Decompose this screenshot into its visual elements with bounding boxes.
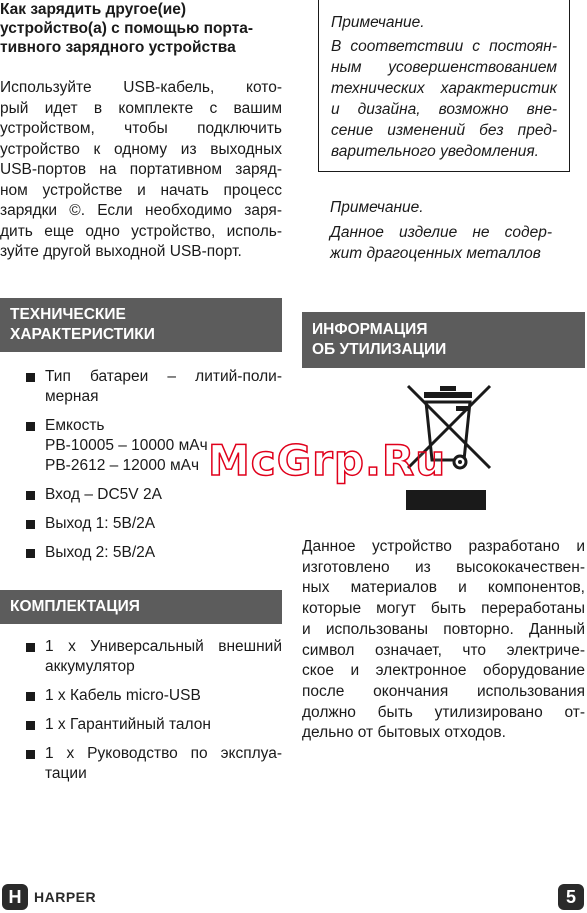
list-item-line: 1 х Универсальный внешний (45, 638, 282, 655)
list-item-line: мерная (45, 388, 99, 405)
note-line: В соответствии с постоян- (331, 38, 557, 55)
list-item-line: Вход – DC5V 2A (45, 486, 162, 503)
list-item (26, 543, 282, 563)
note-label: Примечание. (331, 14, 425, 31)
package-heading (0, 590, 282, 624)
charging-body (0, 78, 282, 263)
page-number: 5 (558, 884, 584, 910)
bullet-square-icon (26, 520, 35, 529)
list-item (26, 686, 282, 706)
list-item-line: PB-2612 – 12000 мАч (45, 457, 200, 474)
note-2 (330, 197, 552, 264)
list-item (26, 514, 282, 534)
bullet-square-icon (26, 491, 35, 500)
body-line: USB-портов на портативном заряд- (0, 161, 282, 178)
specs-heading-line: ХАРАКТЕРИСТИКИ (10, 326, 155, 343)
body-line: ных материалов и компонентов, (302, 579, 585, 597)
body-line: дельно от бытовых отходов. (302, 724, 506, 742)
body-line: Используйте USB-кабель, кото- (0, 79, 282, 96)
charging-title-line: устройство(а) с помощью порта- (0, 20, 254, 37)
list-item-line: аккумулятор (45, 658, 135, 675)
list-item-line: тации (45, 765, 87, 782)
note-label: Примечание. (330, 199, 424, 216)
list-item-line: 1 х Кабель micro-USB (45, 687, 201, 704)
body-line: которые могут быть переработаны (302, 600, 585, 618)
body-line: зарядки ©. Если необходимо заря- (0, 202, 282, 219)
list-item-line: Выход 2: 5В/2A (45, 544, 156, 561)
body-line: ном устройстве и начать процесс (0, 181, 282, 199)
body-line: ское и электронное оборудование (302, 662, 585, 680)
body-line: устройство к одному из выходных (0, 140, 282, 158)
logo-badge: H (2, 884, 28, 910)
note-line: Данное изделие не содер- (330, 224, 552, 241)
charging-title (0, 0, 283, 57)
list-item-line: Тип батареи – литий-поли- (45, 368, 282, 385)
note-line: ным усовершенствованием (331, 59, 557, 76)
disposal-heading (302, 312, 585, 368)
list-item (26, 715, 282, 735)
specs-heading-line: ТЕХНИЧЕСКИЕ (10, 306, 126, 323)
package-heading-text: КОМПЛЕКТАЦИЯ (10, 598, 140, 615)
charging-title-line: тивного зарядного устройства (0, 39, 236, 56)
list-item-line: 1 х Гарантийный талон (45, 716, 211, 733)
bullet-square-icon (26, 692, 35, 701)
body-line: Данное устройство разработано и (302, 538, 585, 555)
disposal-heading-line: ИНФОРМАЦИЯ (312, 321, 428, 338)
disposal-heading-line: ОБ УТИЛИЗАЦИИ (312, 341, 447, 358)
body-line: символ означает, что электриче- (302, 641, 585, 659)
specs-heading (0, 298, 282, 352)
list-item-line: PB-10005 – 10000 мАч (45, 437, 208, 454)
watermark: McGrp.Ru (208, 436, 447, 485)
body-line: должно быть утилизировано от- (302, 703, 585, 721)
bullet-square-icon (26, 750, 35, 759)
list-item-line: Емкость (45, 417, 105, 434)
bullet-square-icon (26, 373, 35, 382)
note-line: варительного уведомления. (331, 143, 539, 160)
list-item-line: Выход 1: 5В/2A (45, 515, 156, 532)
brand-name: HARPER (34, 889, 97, 905)
bullet-square-icon (26, 721, 35, 730)
note-line: сение изменений без пред- (331, 122, 557, 139)
note-line: жит драгоценных металлов (330, 245, 541, 262)
bullet-square-icon (26, 643, 35, 652)
list-item (26, 744, 282, 784)
note-box (318, 0, 570, 172)
body-line: и использованы повторно. Данный (302, 620, 585, 638)
package-list (26, 637, 282, 793)
body-line: после окончания использования (302, 682, 585, 700)
charging-title-line: Как зарядить другое(ие) (0, 1, 187, 18)
disposal-body (302, 537, 585, 744)
bullet-square-icon (26, 549, 35, 558)
body-line: рый идет в комплекте с вашим (0, 99, 282, 117)
note-text (331, 36, 557, 162)
body-line: зуйте другой выходной USB-порт. (0, 243, 242, 260)
note-line: и дизайна, возможно вне- (331, 101, 557, 118)
list-item (26, 485, 282, 505)
body-line: изготовлено из высококачествен- (302, 558, 585, 576)
list-item-line: 1 х Руководство по эксплуа- (45, 745, 282, 762)
bullet-square-icon (26, 422, 35, 431)
list-item (26, 637, 282, 677)
body-line: дить еще одно устройство, исполь- (0, 222, 282, 240)
brand-logo (2, 884, 96, 910)
note-text (330, 222, 552, 264)
note-line: технических характеристик (331, 80, 557, 97)
list-item (26, 367, 282, 407)
body-line: устройством, чтобы подключить (0, 120, 282, 137)
